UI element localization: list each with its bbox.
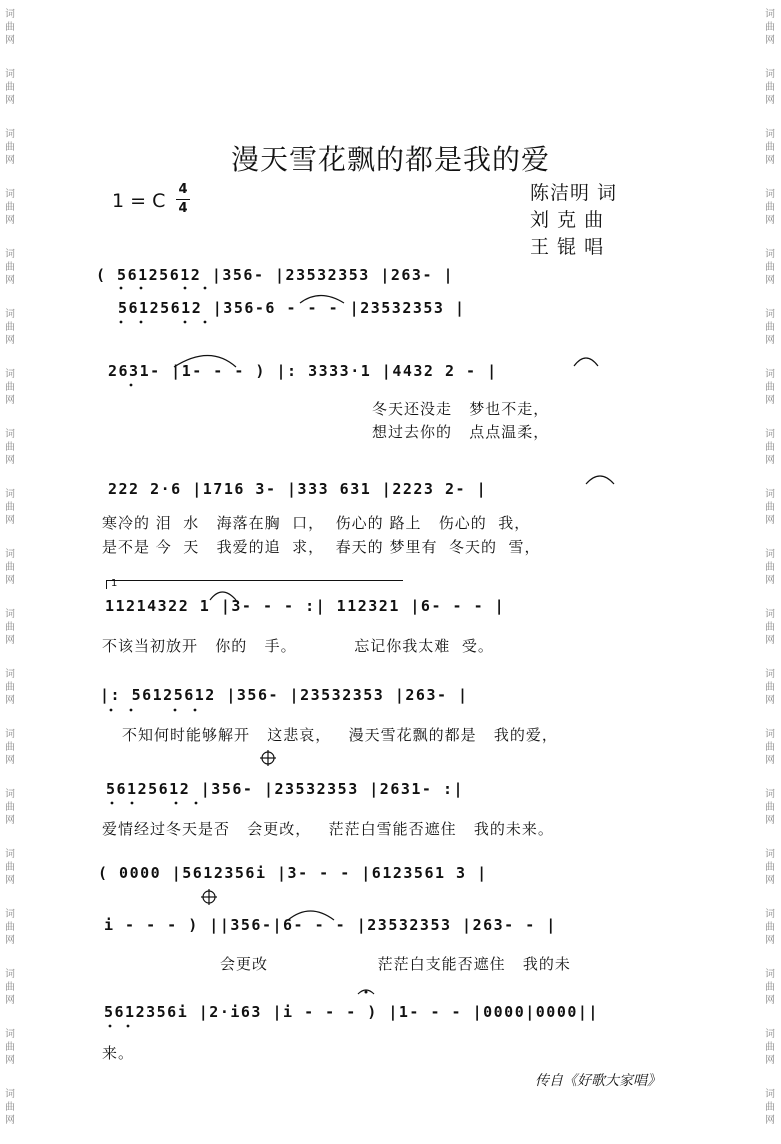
- watermark-text: 词 曲 网: [5, 1029, 15, 1066]
- lyric-line-6: 会更改 茫茫白支能否遮住 我的未: [220, 955, 571, 973]
- lyric-verse1-line2: 寒冷的 泪 水 海落在胸 口， 伤心的 路上 伤心的 我，: [102, 514, 531, 532]
- watermark-text: 词 曲 网: [5, 429, 15, 466]
- time-signature-top: 4: [178, 182, 188, 197]
- notation-line-5: 11214322 1 |3- - - :| 112321 |6- - - |: [105, 597, 506, 615]
- lyric-line-3: 不该当初放开 你的 手。 忘记你我太难 受。: [102, 637, 494, 655]
- watermark-text: 词 曲 网: [765, 249, 775, 286]
- source-note: 传自《好歌大家唱》: [535, 1073, 661, 1089]
- credit-lyricist: 陈洁明 词: [530, 182, 618, 204]
- watermark-text: 词 曲 网: [765, 309, 775, 346]
- notation-line-7: 56125612 |356- |23532353 |2631- :|: [106, 780, 465, 798]
- notation-line-4: 222 2·6 |1716 3- |333 631 |2223 2- |: [108, 480, 488, 498]
- watermark-text: 词 曲 网: [765, 9, 775, 46]
- lyric-verse2-line2: 是不是 今 天 我爱的追 求， 春天的 梦里有 冬天的 雪，: [102, 538, 541, 556]
- notation-line-2: 56125612 |356-6 - - - |23532353 |: [118, 299, 466, 317]
- slur-4: [586, 476, 614, 484]
- watermark-text: 词 曲 网: [5, 849, 15, 886]
- watermark-text: 词 曲 网: [5, 549, 15, 586]
- notation-line-8: ( 0000 |5612356i |3- - - |6123561 3 |: [98, 864, 488, 882]
- time-signature-bottom: 4: [178, 201, 188, 216]
- notation-line-3: 2631- |1- - - ) |: 3333·1 |4432 2 - |: [108, 362, 498, 380]
- watermark-text: 词 曲 网: [5, 369, 15, 406]
- watermark-text: 词 曲 网: [5, 969, 15, 1006]
- notation-line-10: 5612356i |2·i63 |i - - - ) |1- - - |0000|0000||: [104, 1003, 599, 1021]
- watermark-text: 词 曲 网: [5, 309, 15, 346]
- watermark-text: 词 曲 网: [765, 909, 775, 946]
- slur-3: [574, 358, 598, 366]
- watermark-text: 词 曲 网: [5, 9, 15, 46]
- lyric-line-4: 不知何时能够解开 这悲哀， 漫天雪花飘的都是 我的爱，: [122, 726, 558, 744]
- watermark-text: 词 曲 网: [765, 129, 775, 166]
- watermark-text: 词 曲 网: [765, 1089, 775, 1126]
- watermark-text: 词 曲 网: [765, 429, 775, 466]
- credit-composer: 刘 克 曲: [530, 209, 605, 231]
- watermark-text: 词 曲 网: [765, 789, 775, 826]
- watermark-text: 词 曲 网: [765, 489, 775, 526]
- watermark-text: 词 曲 网: [5, 729, 15, 766]
- watermark-text: 词 曲 网: [5, 909, 15, 946]
- credit-singer: 王 锟 唱: [530, 236, 605, 258]
- watermark-text: 词 曲 网: [5, 189, 15, 226]
- watermark-text: 词 曲 网: [765, 369, 775, 406]
- watermark-text: 词 曲 网: [5, 789, 15, 826]
- lyric-line-5: 爱情经过冬天是否 会更改， 茫茫白雪能否遮住 我的未来。: [102, 820, 554, 838]
- watermark-text: 词 曲 网: [5, 669, 15, 706]
- watermark-text: 词 曲 网: [765, 549, 775, 586]
- lyric-verse1-line1: 冬天还没走 梦也不走，: [372, 400, 550, 418]
- watermark-text: 词 曲 网: [765, 849, 775, 886]
- song-title: 漫天雪花飘的都是我的爱: [230, 143, 550, 176]
- notation-line-1: ( 56125612 |356- |23532353 |263- |: [96, 266, 455, 284]
- first-ending-bracket: 1: [106, 580, 403, 589]
- watermark-text: 词 曲 网: [5, 609, 15, 646]
- watermark-text: 词 曲 网: [5, 129, 15, 166]
- slur-5: [210, 592, 236, 600]
- watermark-text: 词 曲 网: [765, 1029, 775, 1066]
- watermark-text: 词 曲 网: [5, 1089, 15, 1126]
- watermark-text: 词 曲 网: [765, 69, 775, 106]
- notation-line-6: |: 56125612 |356- |23532353 |263- |: [100, 686, 469, 704]
- octave-dots: [109, 287, 207, 1028]
- slur-6: [288, 911, 334, 920]
- watermark-text: 词 曲 网: [765, 969, 775, 1006]
- watermark-text: 词 曲 网: [5, 69, 15, 106]
- slur-1: [300, 296, 344, 304]
- watermark-text: 词 曲 网: [5, 489, 15, 526]
- watermark-text: 词 曲 网: [765, 669, 775, 706]
- watermark-text: 词 曲 网: [765, 189, 775, 226]
- lyric-line-7: 来。: [102, 1044, 135, 1062]
- watermark-text: 词 曲 网: [5, 249, 15, 286]
- key-signature: 1 = C: [112, 190, 166, 212]
- watermark-text: 词 曲 网: [765, 729, 775, 766]
- watermark-text: 词 曲 网: [765, 609, 775, 646]
- notation-line-9: i - - - ) ||356-|6- - - |23532353 |263- - |: [104, 916, 557, 934]
- lyric-verse2-line1: 想过去你的 点点温柔，: [372, 423, 550, 441]
- slur-2: [174, 356, 236, 368]
